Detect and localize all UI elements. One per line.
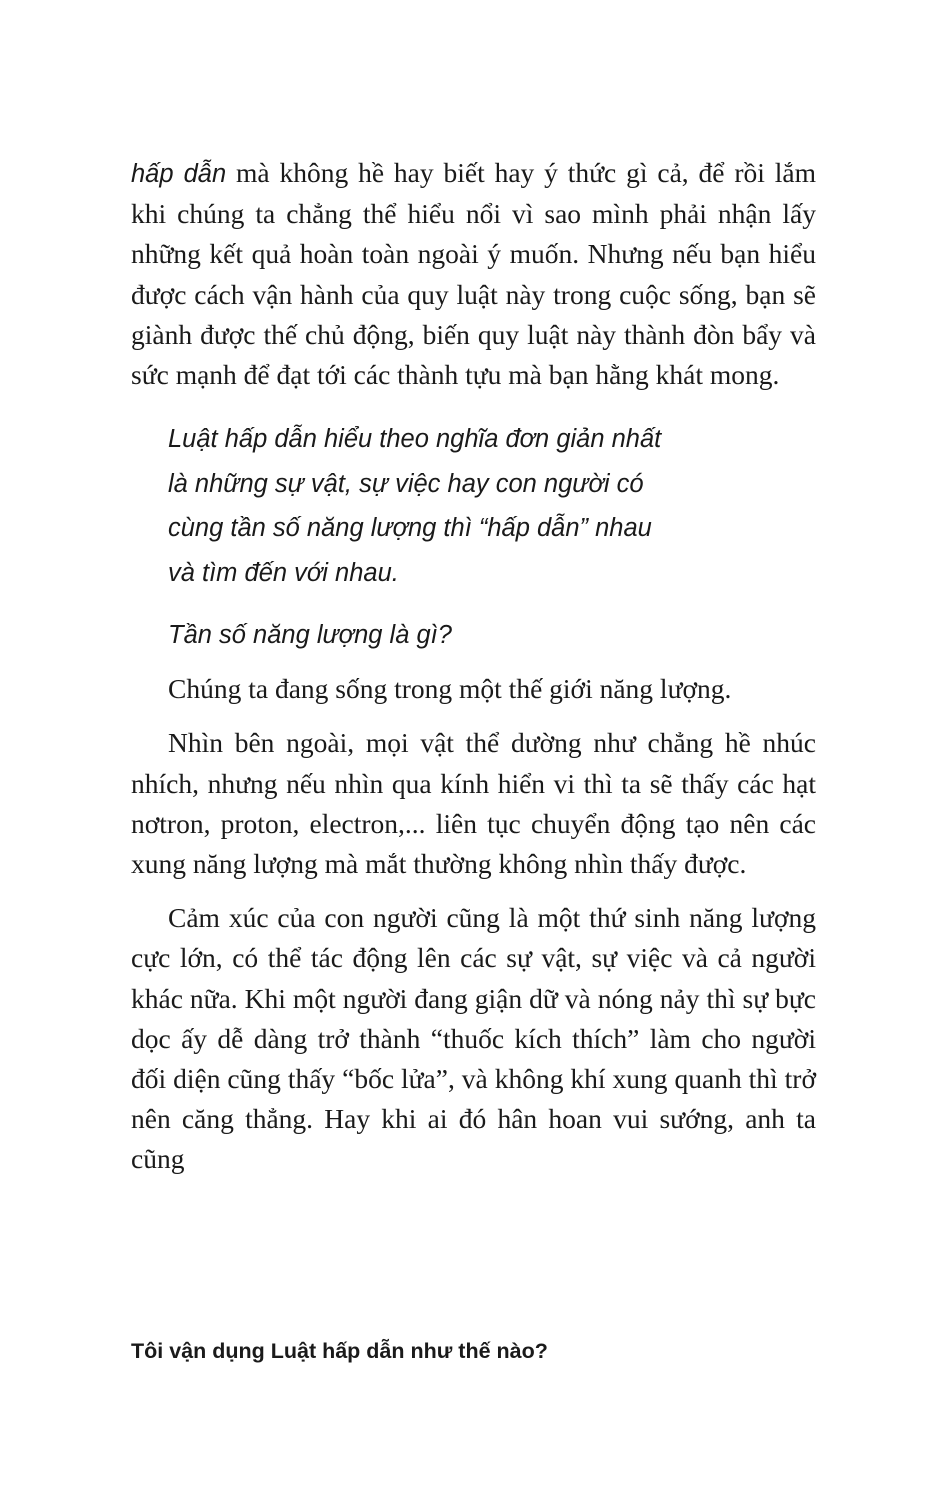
- page-content: [131, 153, 816, 1180]
- quote-line: và tìm đến với nhau.: [168, 558, 399, 587]
- intro-italic-lead: hấp dẫn: [131, 160, 227, 188]
- intro-paragraph: [131, 153, 816, 395]
- quote-line: là những sự vật, sự việc hay con người có: [168, 469, 644, 498]
- quote-line: Luật hấp dẫn hiểu theo nghĩa đơn giản nhất: [168, 425, 662, 454]
- running-footer-title: Tôi vận dụng Luật hấp dẫn như thế nào?: [131, 1339, 548, 1363]
- quote-line: cùng tần số năng lượng thì “hấp dẫn” nhau: [168, 514, 652, 543]
- body-paragraph-emotions: Cảm xúc của con người cũng là một thứ sinh năng lượng cực lớn, có thể tác động lên các sự vật, sự việc và cả người khác nữa. Khi một người đang giận dữ và nóng nảy thì sự bực dọc ấy dễ dàng trở thành “thuốc kích thích” làm cho người đối diện cũng thấy “bốc lửa”, và không khí xung quanh thì trở nên căng thẳng. Hay khi ai đó hân hoan vui sướng, anh ta cũng: [131, 902, 816, 1175]
- body-paragraph-particles: Nhìn bên ngoài, mọi vật thể dường như chẳng hề nhúc nhích, nhưng nếu nhìn qua kính hiển vi thì ta sẽ thấy các hạt nơtron, proton, electron,... liên tục chuyển động tạo nên các xung năng lượng mà mắt thường không nhìn thấy được.: [131, 727, 816, 880]
- section-subheading: Tần số năng lượng là gì?: [168, 621, 452, 650]
- pull-quote: [168, 417, 778, 595]
- body-paragraph-energy-world: Chúng ta đang sống trong một thế giới năng lượng.: [168, 673, 732, 705]
- intro-text: mà không hề hay biết hay ý thức gì cả, để rồi lắm khi chúng ta chẳng thể hiểu nổi vì sao mình phải nhận lấy những kết quả hoàn toàn ngoài ý muốn. Nhưng nếu bạn hiểu được cách vận hành của quy luật này trong cuộc sống, bạn sẽ giành được thế chủ động, biến quy luật này thành đòn bẩy và sức mạnh để đạt tới các thành tựu mà bạn hằng khát mong.: [131, 157, 816, 391]
